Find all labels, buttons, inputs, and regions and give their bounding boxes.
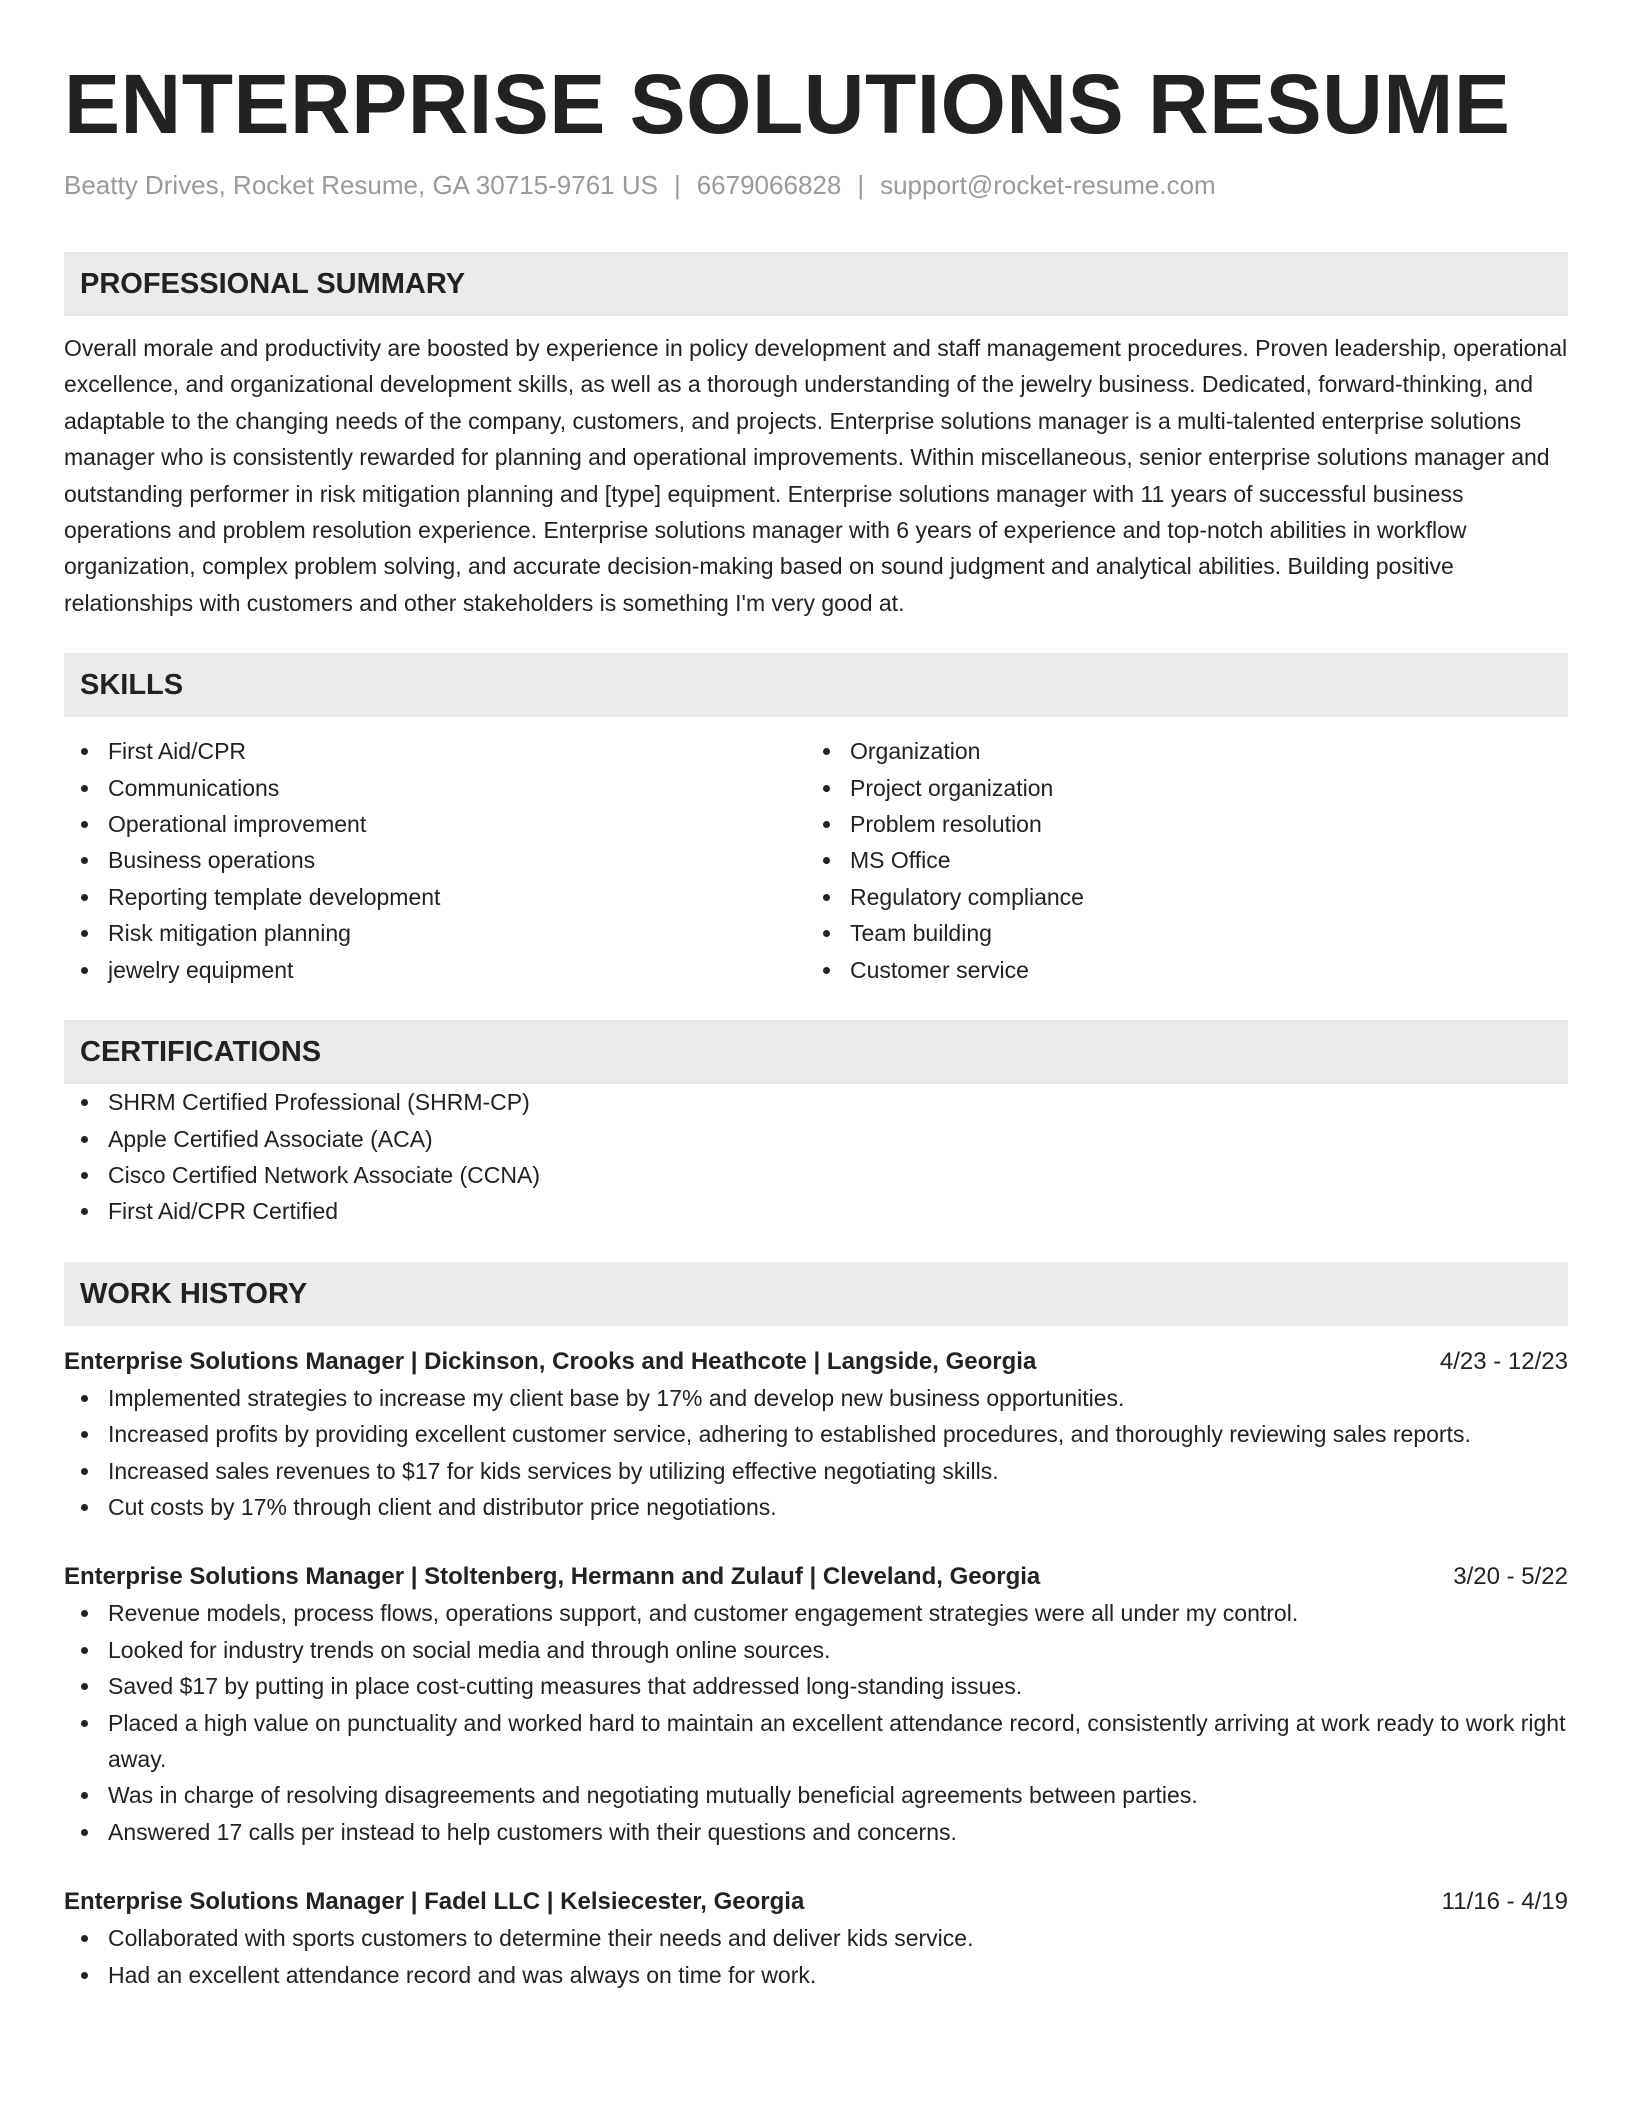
job-dates: 11/16 - 4/19 [1441, 1888, 1568, 1916]
contact-address: Beatty Drives, Rocket Resume, GA 30715-9761 US [64, 170, 658, 200]
job-bullet: Implemented strategies to increase my client base by 17% and develop new business opportunities. [64, 1380, 1568, 1416]
certifications-list [64, 1084, 1568, 1230]
skill-item: Project organization [806, 770, 1548, 806]
contact-separator: | [857, 170, 865, 200]
work-history-section-header: WORK HISTORY [64, 1262, 1568, 1326]
skill-item: Customer service [806, 952, 1548, 988]
job-entry [64, 1559, 1568, 1850]
skill-item: Communications [64, 770, 806, 806]
skill-item: First Aid/CPR [64, 733, 806, 769]
job-entry [64, 1884, 1568, 1993]
job-bullet-list [64, 1380, 1568, 1526]
skills-column-right [806, 733, 1548, 988]
job-title-row [64, 1559, 1568, 1595]
skill-item: Reporting template development [64, 879, 806, 915]
job-title-row [64, 1884, 1568, 1920]
contact-email: support@rocket-resume.com [880, 170, 1216, 200]
skill-item: Organization [806, 733, 1548, 769]
job-bullet: Placed a high value on punctuality and worked hard to maintain an excellent attendance record, consistently arriving at work ready to work right away. [64, 1705, 1568, 1778]
skill-item: Problem resolution [806, 806, 1548, 842]
skills-columns [64, 733, 1568, 988]
certifications-section-header: CERTIFICATIONS [64, 1020, 1568, 1084]
skill-item: MS Office [806, 842, 1548, 878]
skills-section-header: SKILLS [64, 653, 1568, 717]
job-bullet: Saved $17 by putting in place cost-cutting measures that addressed long-standing issues. [64, 1668, 1568, 1704]
skills-list-left [64, 733, 806, 988]
job-bullet: Collaborated with sports customers to determine their needs and deliver kids service. [64, 1920, 1568, 1956]
job-title-row [64, 1344, 1568, 1380]
skill-item: Business operations [64, 842, 806, 878]
job-title: Enterprise Solutions Manager | Fadel LLC | Kelsiecester, Georgia [64, 1888, 805, 1916]
contact-line [64, 168, 1568, 202]
job-bullet-list [64, 1920, 1568, 1993]
skill-item: jewelry equipment [64, 952, 806, 988]
work-history-list [64, 1344, 1568, 1993]
job-bullet: Looked for industry trends on social media and through online sources. [64, 1632, 1568, 1668]
certification-item: Cisco Certified Network Associate (CCNA) [64, 1157, 1568, 1193]
job-dates: 4/23 - 12/23 [1439, 1347, 1568, 1375]
job-title: Enterprise Solutions Manager | Dickinson, Crooks and Heathcote | Langside, Georgia [64, 1347, 1037, 1375]
contact-phone: 6679066828 [696, 170, 842, 200]
skill-item: Team building [806, 915, 1548, 951]
resume-page [64, 0, 1568, 1993]
job-bullet: Cut costs by 17% through client and distributor price negotiations. [64, 1489, 1568, 1525]
skill-item: Risk mitigation planning [64, 915, 806, 951]
job-bullet: Increased profits by providing excellent customer service, adhering to established procedures, and thoroughly reviewing sales reports. [64, 1416, 1568, 1452]
contact-separator: | [673, 170, 681, 200]
job-bullet-list [64, 1595, 1568, 1850]
job-entry [64, 1344, 1568, 1526]
skill-item: Regulatory compliance [806, 879, 1548, 915]
skills-column-left [64, 733, 806, 988]
skill-item: Operational improvement [64, 806, 806, 842]
job-bullet: Revenue models, process flows, operations support, and customer engagement strategies were all under my control. [64, 1595, 1568, 1631]
summary-text: Overall morale and productivity are boosted by experience in policy development and staff management procedures. Proven leadership, operational excellence, and organizational development skills, as well as a thorough understanding of the jewelry business. Dedicated, forward-thinking, and adaptable to the changing needs of the company, customers, and projects. Enterprise solutions manager is a multi-talented enterprise solutions manager who is consistently rewarded for planning and operational improvements. Within miscellaneous, senior enterprise solutions manager and outstanding performer in risk mitigation planning and [type] equipment. Enterprise solutions manager with 11 years of successful business operations and problem resolution experience. Enterprise solutions manager with 6 years of experience and top-notch abilities in workflow organization, complex problem solving, and accurate decision-making based on sound judgment and analytical abilities. Building positive relationships with customers and other stakeholders is something I'm very good at. [64, 335, 1568, 616]
job-title: Enterprise Solutions Manager | Stoltenberg, Hermann and Zulauf | Cleveland, Georgia [64, 1563, 1041, 1591]
resume-title: ENTERPRISE SOLUTIONS RESUME [64, 57, 1511, 151]
summary-section-header: PROFESSIONAL SUMMARY [64, 252, 1568, 316]
job-dates: 3/20 - 5/22 [1453, 1563, 1568, 1591]
job-bullet: Increased sales revenues to $17 for kids services by utilizing effective negotiating skills. [64, 1453, 1568, 1489]
job-bullet: Was in charge of resolving disagreements and negotiating mutually beneficial agreements between parties. [64, 1777, 1568, 1813]
certification-item: First Aid/CPR Certified [64, 1193, 1568, 1229]
certification-item: SHRM Certified Professional (SHRM-CP) [64, 1084, 1568, 1120]
job-bullet: Answered 17 calls per instead to help customers with their questions and concerns. [64, 1814, 1568, 1850]
skills-list-right [806, 733, 1548, 988]
job-bullet: Had an excellent attendance record and was always on time for work. [64, 1957, 1568, 1993]
certification-item: Apple Certified Associate (ACA) [64, 1121, 1568, 1157]
